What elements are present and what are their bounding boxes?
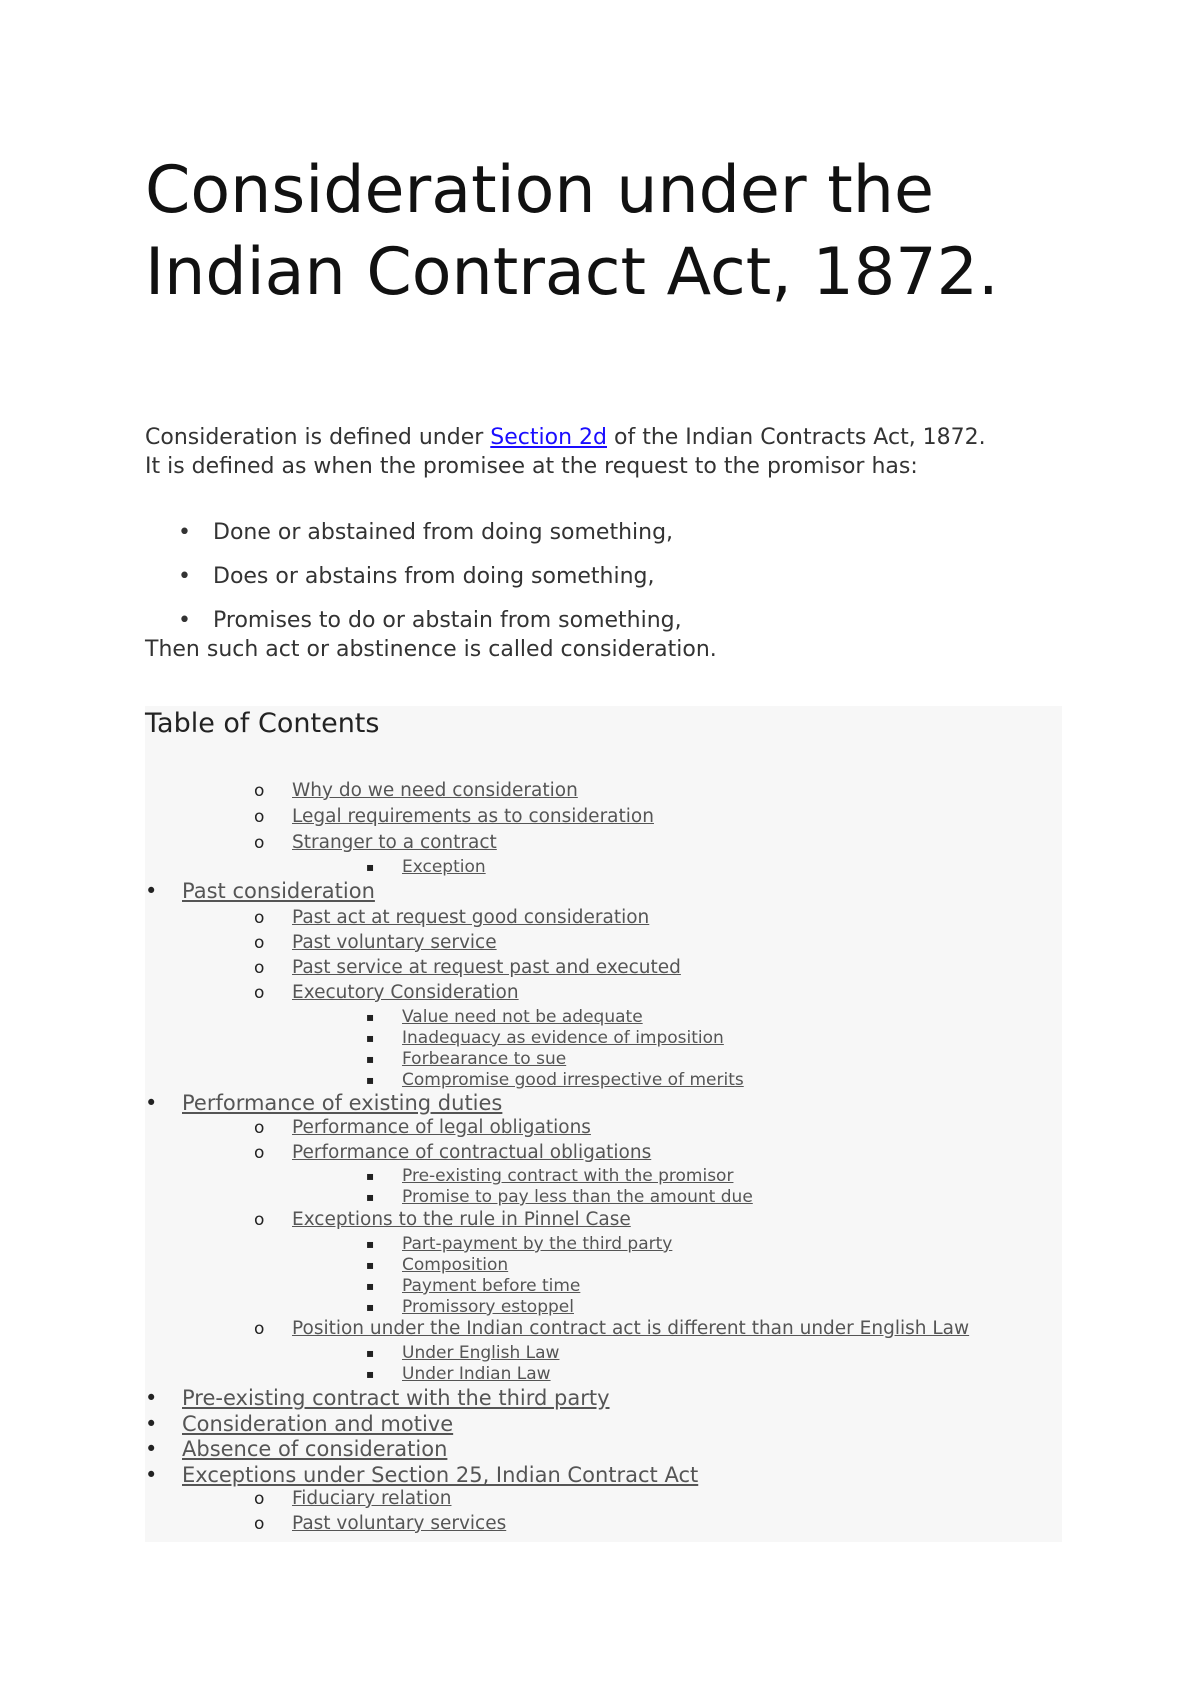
circle-bullet-icon: o [254, 807, 265, 827]
circle-bullet-icon: o [254, 1143, 265, 1163]
toc-link[interactable]: Past act at request good consideration [292, 907, 650, 928]
circle-bullet-icon: o [254, 1514, 265, 1534]
toc-item [366, 1187, 753, 1208]
toc-item [254, 1487, 451, 1511]
toc-link[interactable]: Past service at request past and executed [292, 957, 681, 978]
list-item: • Done or abstained from doing something, [178, 520, 674, 545]
toc-link[interactable]: Promissory estoppel [402, 1297, 574, 1317]
toc-item [254, 981, 519, 1005]
toc-link[interactable]: Executory Consideration [292, 982, 519, 1003]
square-bullet-icon: ▪ [366, 1237, 375, 1251]
bullet-icon: • [145, 879, 158, 903]
circle-bullet-icon: o [254, 908, 265, 928]
square-bullet-icon: ▪ [366, 1300, 375, 1314]
square-bullet-icon: ▪ [366, 1346, 375, 1360]
circle-bullet-icon: o [254, 1319, 265, 1339]
circle-bullet-icon: o [254, 983, 265, 1003]
bullet-icon: • [178, 564, 191, 589]
square-bullet-icon: ▪ [366, 1279, 375, 1293]
circle-bullet-icon: o [254, 933, 265, 953]
toc-link[interactable]: Past voluntary services [292, 1513, 507, 1534]
bullet-icon: • [178, 608, 191, 633]
toc-item [254, 1116, 591, 1140]
toc-item [254, 906, 649, 930]
intro-line-1: Consideration is defined under Section 2d of the Indian Contracts Act, 1872. [145, 425, 986, 450]
toc-item [366, 1049, 566, 1070]
toc-link[interactable]: Exception [402, 857, 486, 877]
toc-link[interactable]: Composition [402, 1255, 509, 1275]
toc-item [145, 878, 375, 904]
toc-link[interactable]: Legal requirements as to consideration [292, 806, 654, 827]
toc-item [366, 1343, 559, 1364]
toc-item [366, 1297, 574, 1318]
circle-bullet-icon: o [254, 781, 265, 801]
toc-link[interactable]: Past voluntary service [292, 932, 497, 953]
bullet-icon: • [145, 1091, 158, 1115]
page-title: Consideration under the Indian Contract Act, 1872. [145, 153, 999, 310]
toc-link[interactable]: Pre-existing contract with the third party [182, 1386, 610, 1410]
toc-link[interactable]: Performance of existing duties [182, 1091, 503, 1115]
square-bullet-icon: ▪ [366, 1052, 375, 1066]
bullet-icon: • [145, 1386, 158, 1410]
toc-link[interactable]: Exceptions to the rule in Pinnel Case [292, 1209, 631, 1230]
square-bullet-icon: ▪ [366, 1190, 375, 1204]
toc-link[interactable]: Absence of consideration [182, 1437, 448, 1461]
square-bullet-icon: ▪ [366, 1010, 375, 1024]
toc-link[interactable]: Part-payment by the third party [402, 1234, 673, 1254]
toc-link[interactable]: Pre-existing contract with the promisor [402, 1166, 734, 1186]
toc-link[interactable]: Past consideration [182, 879, 375, 903]
toc-item [254, 779, 578, 803]
toc-item [254, 805, 654, 829]
table-of-contents [145, 706, 1062, 1542]
toc-item [254, 931, 497, 955]
toc-link[interactable]: Promise to pay less than the amount due [402, 1187, 753, 1207]
intro-line-2: It is defined as when the promisee at the request to the promisor has: [145, 454, 918, 479]
toc-link[interactable]: Stranger to a contract [292, 832, 497, 853]
circle-bullet-icon: o [254, 1489, 265, 1509]
toc-title: Table of Contents [145, 708, 380, 739]
toc-item [366, 1364, 551, 1385]
toc-item [145, 1462, 698, 1488]
conclusion-text: Then such act or abstinence is called consideration. [145, 637, 717, 662]
square-bullet-icon: ▪ [366, 1367, 375, 1381]
consideration-acts-list [145, 518, 682, 650]
toc-item [145, 1090, 502, 1116]
toc-item [366, 1070, 744, 1091]
bullet-icon: • [145, 1412, 158, 1436]
toc-link[interactable]: Fiduciary relation [292, 1488, 452, 1509]
square-bullet-icon: ▪ [366, 1073, 375, 1087]
bullet-icon: • [178, 520, 191, 545]
square-bullet-icon: ▪ [366, 860, 375, 874]
toc-link[interactable]: Why do we need consideration [292, 780, 578, 801]
toc-item [366, 1234, 672, 1255]
toc-item [366, 1255, 508, 1276]
list-item: • Promises to do or abstain from something, [178, 608, 682, 633]
toc-item [254, 956, 681, 980]
section-2d-link[interactable]: Section 2d [490, 425, 607, 450]
toc-link[interactable]: Value need not be adequate [402, 1007, 643, 1027]
circle-bullet-icon: o [254, 833, 265, 853]
toc-link[interactable]: Performance of legal obligations [292, 1117, 591, 1138]
square-bullet-icon: ▪ [366, 1031, 375, 1045]
toc-link[interactable]: Exceptions under Section 25, Indian Contract Act [182, 1463, 699, 1487]
toc-link[interactable]: Performance of contractual obligations [292, 1142, 652, 1163]
toc-item [254, 1208, 631, 1232]
intro-paragraph [145, 423, 1065, 481]
circle-bullet-icon: o [254, 1118, 265, 1138]
toc-item [366, 857, 486, 878]
toc-item [366, 1007, 643, 1028]
toc-item [254, 1141, 651, 1165]
toc-item [145, 1411, 453, 1437]
toc-item [366, 1166, 733, 1187]
circle-bullet-icon: o [254, 1210, 265, 1230]
toc-link[interactable]: Forbearance to sue [402, 1049, 567, 1069]
toc-link[interactable]: Position under the Indian contract act is different than under English Law [292, 1318, 970, 1339]
toc-item [366, 1028, 724, 1049]
toc-link[interactable]: Inadequacy as evidence of imposition [402, 1028, 724, 1048]
square-bullet-icon: ▪ [366, 1258, 375, 1272]
square-bullet-icon: ▪ [366, 1169, 375, 1183]
toc-link[interactable]: Payment before time [402, 1276, 581, 1296]
toc-item [254, 1512, 506, 1536]
toc-item [145, 1436, 447, 1462]
bullet-icon: • [145, 1463, 158, 1487]
circle-bullet-icon: o [254, 958, 265, 978]
toc-link[interactable]: Under English Law [402, 1343, 560, 1363]
toc-link[interactable]: Consideration and motive [182, 1412, 454, 1436]
toc-link[interactable]: Under Indian Law [402, 1364, 551, 1384]
toc-item [254, 831, 497, 855]
toc-item [254, 1317, 969, 1341]
bullet-icon: • [145, 1437, 158, 1461]
toc-link[interactable]: Compromise good irrespective of merits [402, 1070, 744, 1090]
list-item: • Does or abstains from doing something, [178, 564, 655, 589]
toc-item [145, 1385, 610, 1411]
toc-item [366, 1276, 580, 1297]
